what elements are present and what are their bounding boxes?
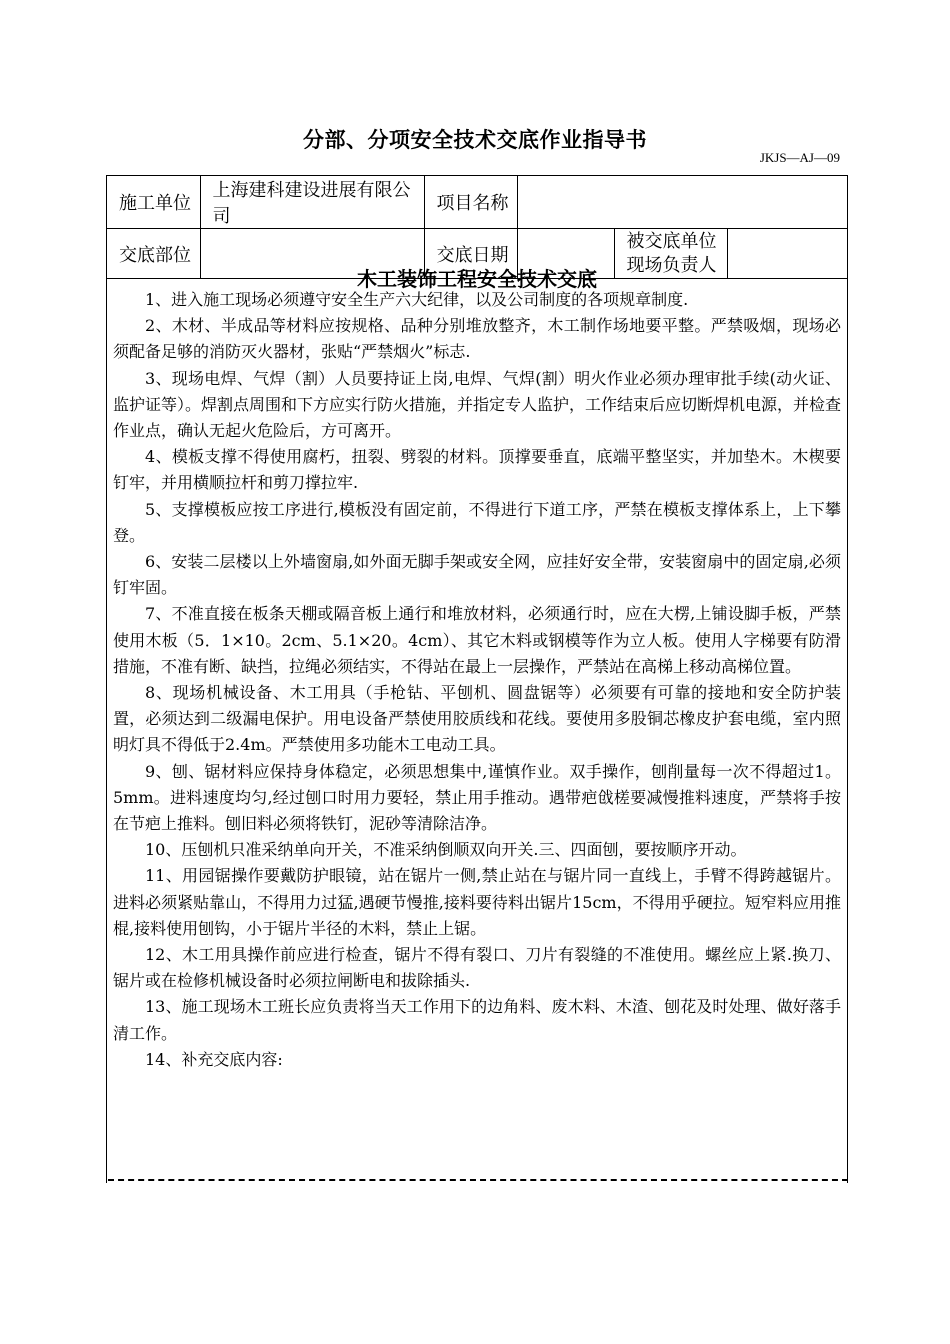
- list-item: 1、进入施工现场必须遵守安全生产六大纪律，以及公司制度的各项规章制度.: [145, 290, 689, 309]
- list-item: 4、模板支撑不得使用腐朽，扭裂、劈裂的材料。顶撑要垂直，底端平整坚实，并加垫木。木楔要钉牢，并用横顺拉杆和剪刀撑拉牢.: [113, 447, 841, 493]
- list-item: 2、木材、半成品等材料应按规格、品种分别堆放整齐，木工制作场地要平整。严禁吸烟，现场必须配备足够的消防灭火器材，张贴“严禁烟火”标志.: [113, 316, 841, 362]
- unit-label: 施工单位: [107, 176, 200, 229]
- list-item: 10、压刨机只准采纳单向开关，不准采纳倒顺双向开关.三、四面刨，要按顺序开动。: [145, 840, 747, 860]
- form-frame: [106, 175, 848, 1183]
- list-item: 11、用园锯操作要戴防护眼镜，站在锯片一侧,禁止站在与锯片同一直线上，手臂不得跨越锯片。进料必须紧贴靠山，不得用力过猛,遇硬节慢推,接料要待料出锯片15cm，不得用乎硬拉。短窄料应用推棍,接料使用刨钩，小于锯片半径的木料，禁止上锯。: [113, 866, 841, 938]
- list-item: 3、现场电焊、气焊（割）人员要持证上岗,电焊、气焊(割）明火作业必须办理审批手续(动火证、监护证等）。焊割点周围和下方应实行防火措施，并指定专人监护，工作结束后应切断焊机电源，并检查作业点，确认无起火危险后，方可离开。: [113, 368, 842, 441]
- list-item: 12、木工用具操作前应进行检查，锯片不得有裂口、刀片有裂缝的不准使用。螺丝应上紧.换刀、锯片或在检修机械设备时必须拉闸断电和拔除插头.: [113, 945, 841, 991]
- dashed-bottom-border: [108, 1179, 848, 1181]
- unit-value[interactable]: 上海建科建设进展有限公司: [200, 176, 424, 229]
- list-item: 9、刨、锯材料应保持身体稳定，必须思想集中,谨慎作业。双手操作，刨削量每一次不得超过1。5mm。进料速度均匀,经过刨口时用力要轻，禁止用手推动。遇带疤戗槎要减慢推料速度，严禁将手按在节疤上推料。刨旧料必须将铁钉，泥砂等清除洁净。: [113, 761, 841, 834]
- list-item: 6、安装二层楼以上外墙窗扇,如外面无脚手架或安全网，应挂好安全带，安装窗扇中的固定扇,必须钉牢固。: [113, 552, 841, 598]
- safety-items: [113, 287, 841, 1073]
- project-value[interactable]: [517, 176, 847, 229]
- document-title: 分部、分项安全技术交底作业指导书: [303, 127, 647, 152]
- project-label: 项目名称: [424, 176, 517, 229]
- list-item: 7、不准直接在板条天棚或隔音板上通行和堆放材料，必须通行时，应在大楞,上铺设脚手板，严禁使用木板（5．1×10。2cm、5.1×20。4cm）、其它木料或钢模等作为立人板。使用人字梯要有防滑措施，不准有断、缺挡，拉绳必须结实，不得站在最上一层操作，严禁站在高梯上移动高梯位置。: [113, 604, 841, 676]
- document-code: JKJS—AJ—09: [759, 150, 840, 165]
- date-label: 交底日期: [424, 229, 517, 279]
- list-item: 8、现场机械设备、木工用具（手枪钻、平刨机、圆盘锯等）必须要有可靠的接地和安全防护装置，必须达到二级漏电保护。用电设备严禁使用胶质线和花线。要使用多股铜芯橡皮护套电缆，室内照明灯具不得低于2.4m。严禁使用多功能木工电动工具。: [113, 683, 841, 755]
- list-item: 13、施工现场木工班长应负责将当天工作用下的边角料、废木料、木渣、刨花及时处理、做好落手清工作。: [113, 997, 841, 1043]
- list-item: 5、支撑模板应按工序进行,模板没有固定前，不得进行下道工序，严禁在模板支撑体系上，上下攀登。: [113, 499, 841, 545]
- recipient-label-line2: 现场负责人: [626, 254, 717, 276]
- section-heading: 木工装饰工程安全技术交底: [357, 267, 597, 291]
- recipient-label-line1: 被交底单位: [626, 230, 717, 252]
- list-item: 14、补充交底内容:: [145, 1049, 283, 1069]
- part-label: 交底部位: [107, 229, 200, 279]
